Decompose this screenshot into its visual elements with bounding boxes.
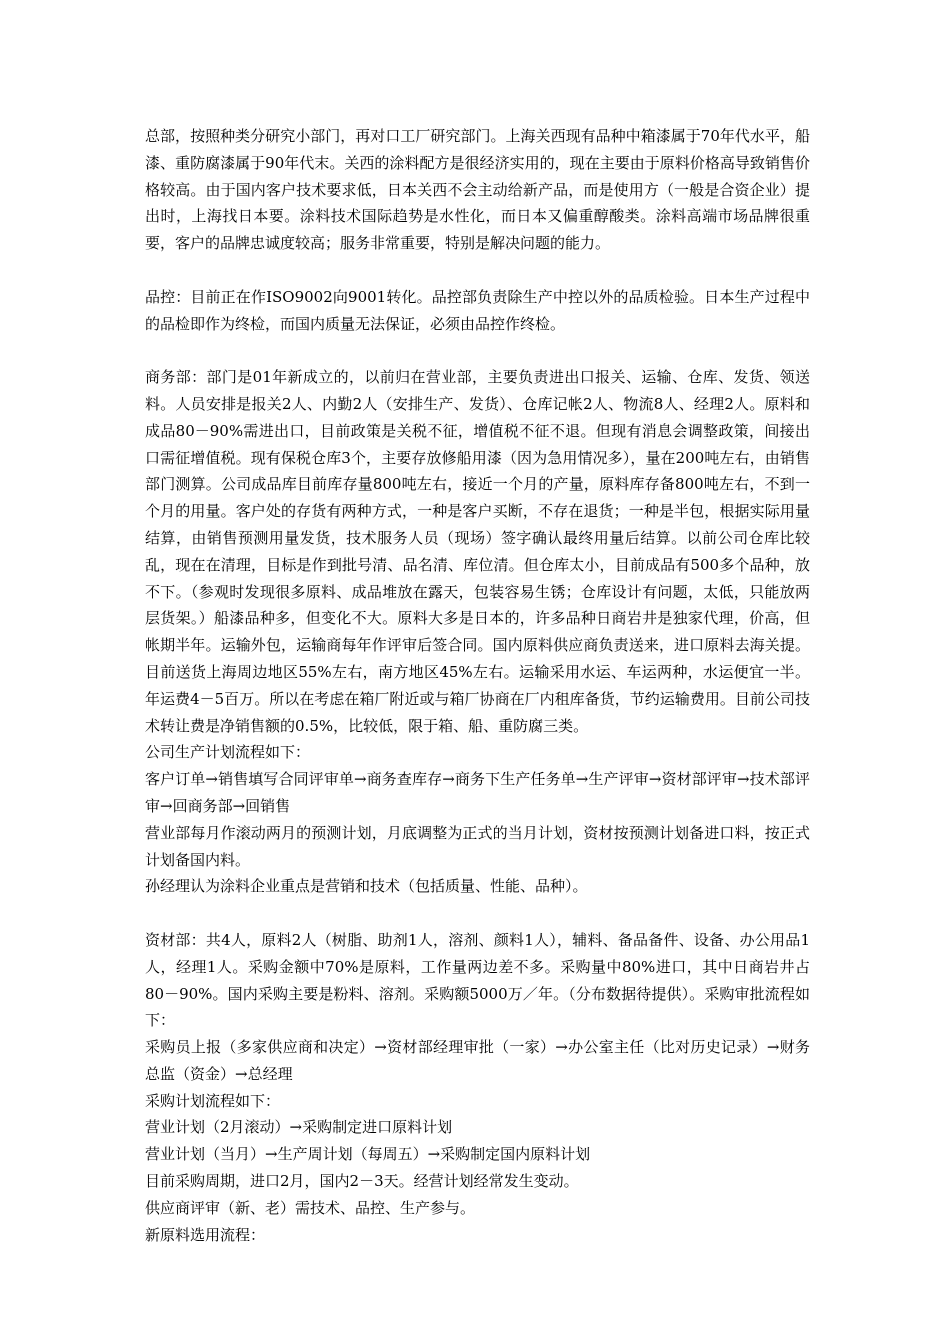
paragraph-forecast-plan: 营业部每月作滚动两月的预测计划，月底调整为正式的当月计划，资材按预测计划备进口料，按正式计划备国内料。: [145, 823, 810, 869]
paragraph-purchase-plan-heading: 采购计划流程如下：: [145, 1091, 281, 1110]
paragraph-production-plan-heading: 公司生产计划流程如下：: [145, 743, 311, 762]
paragraph-production-plan-flow: 客户订单→销售填写合同评审单→商务查库存→商务下生产任务单→生产评审→资材部评审→技术部评审→回商务部→回销售: [145, 770, 810, 815]
paragraph-approval-flow: 采购员上报（多家供应商和决定）→资材部经理审批（一家）→办公室主任（比对历史记录）→财务总监（资金）→总经理: [145, 1038, 810, 1083]
paragraph-new-material-flow: 新原料选用流程：: [145, 1225, 266, 1244]
paragraph-supplier-review: 供应商评审（新、老）需技术、品控、生产参与。: [145, 1198, 476, 1217]
paragraph-quality-control: 品控：目前正在作ISO9002向9001转化。品控部负责除生产中控以外的品质检验。日本生产过程中的品检即作为终检，而国内质量无法保证，必须由品控作终检。: [145, 287, 810, 333]
paragraph-headquarters: 总部，按照种类分研究小部门，再对口工厂研究部门。上海关西现有品种中箱漆属于70年代水平，船漆、重防腐漆属于90年代末。关西的涂料配方是很经济实用的，现在主要由于原料价格高导致销售价格较高。由于国内客户技术要求低，日本关西不会主动给新产品，而是使用方（一般是合资企业）提出时，上海找日本要。涂料技术国际趋势是水性化，而日本又偏重醇酸类。涂料高端市场品牌很重要，客户的品牌忠诚度较高；服务非常重要，特别是解决问题的能力。: [145, 127, 810, 253]
paragraph-materials-dept: 资材部：共4人，原料2人（树脂、助剂1人，溶剂、颜料1人），辅料、备品备件、设备、办公用品1人，经理1人。采购金额中70%是原料，工作量两边差不多。采购量中80%进口，其中日商岩井占80－90%。国内采购主要是粉料、溶剂。采购额5000万／年。（分布数据待提供）。采购审批流程如下：: [145, 930, 810, 1030]
paragraph-spacer: [145, 257, 810, 284]
paragraph-manager-opinion: 孙经理认为涂料企业重点是营销和技术（包括质量、性能、品种）。: [145, 877, 588, 896]
paragraph-spacer: [145, 900, 810, 927]
paragraph-spacer: [145, 337, 810, 364]
paragraph-import-plan-flow: 营业计划（2月滚动）→采购制定进口原料计划: [145, 1118, 453, 1137]
paragraph-domestic-plan-flow: 营业计划（当月）→生产周计划（每周五）→采购制定国内原料计划: [145, 1145, 591, 1164]
paragraph-purchase-cycle: 目前采购周期，进口2月，国内2－3天。经营计划经常发生变动。: [145, 1172, 579, 1191]
document-page: [145, 123, 810, 1248]
paragraph-commerce-dept: 商务部：部门是01年新成立的，以前归在营业部，主要负责进出口报关、运输、仓库、发货、领送料。人员安排是报关2人、内勤2人（安排生产、发货）、仓库记帐2人、物流8人、经理2人。原料和成品80－90%需进出口，目前政策是关税不征，增值税不征不退。但现有消息会调整政策，间接出口需征增值税。现有保税仓库3个，主要存放修船用漆（因为急用情况多），量在200吨左右，由销售部门测算。公司成品库目前库存量800吨左右，接近一个月的产量，原料库存备800吨左右，不到一个月的用量。客户处的存货有两种方式，一种是客户买断，不存在退货；一种是半包，根据实际用量结算，由销售预测用量发货，技术服务人员（现场）签字确认最终用量后结算。以前公司仓库比较乱，现在在清理，目标是作到批号清、品名清、库位清。但仓库太小，目前成品有500多个品种，放不下。（参观时发现很多原料、成品堆放在露天，包装容易生锈；仓库设计有问题，太低，只能放两层货架。）船漆品种多，但变化不大。原料大多是日本的，许多品种日商岩井是独家代理，价高，但帐期半年。运输外包，运输商每年作评审后签合同。国内原料供应商负责送来，进口原料去海关提。目前送货上海周边地区55%左右，南方地区45%左右。运输采用水运、车运两种，水运便宜一半。年运费4－5百万。所以在考虑在箱厂附近或与箱厂协商在厂内租库备货，节约运输费用。目前公司技术转让费是净销售额的0.5%，比较低，限于箱、船、重防腐三类。: [145, 368, 810, 735]
